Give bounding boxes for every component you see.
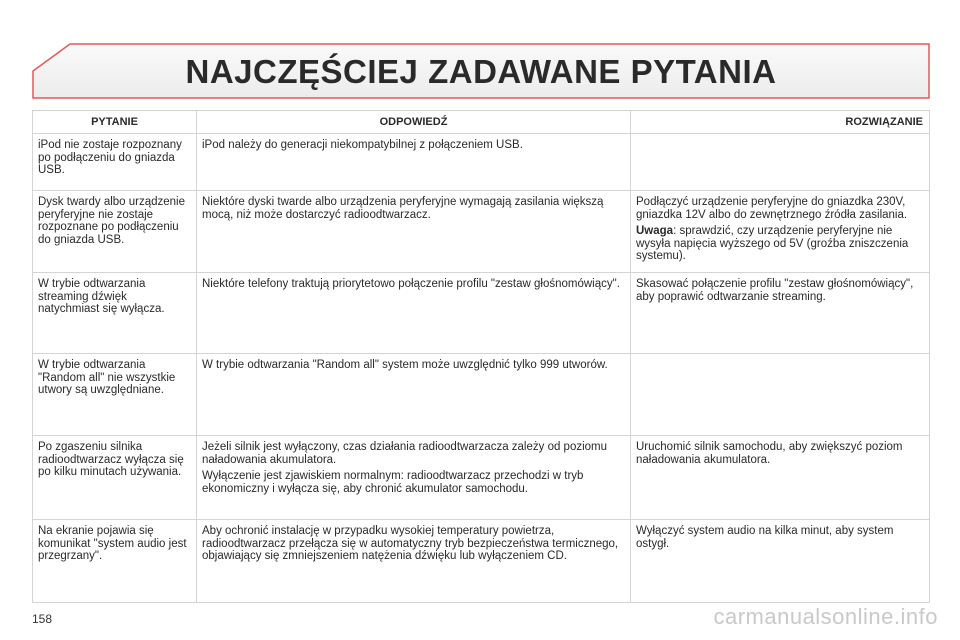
table-row <box>33 436 930 520</box>
answer-cell: Niektóre telefony traktują priorytetowo połączenie profilu "zestaw głośnomówiący". <box>197 273 631 354</box>
table-row <box>33 134 930 191</box>
table-header-row <box>33 111 930 134</box>
note-text: : sprawdzić, czy urządzenie peryferyjne nie wysyła napięcia wyższego od 5V (groźba zniszczenia systemu). <box>636 225 909 263</box>
question-cell: Dysk twardy albo urządzenie peryferyjne nie zostaje rozpoznane po podłączeniu do gniazda USB. <box>33 191 197 273</box>
table-row <box>33 273 930 354</box>
solution-cell <box>631 354 930 436</box>
table-row <box>33 354 930 436</box>
solution-cell <box>631 191 930 273</box>
solution-cell: Uruchomić silnik samochodu, aby zwiększyć poziom naładowania akumulatora. <box>631 436 930 520</box>
table-row <box>33 520 930 603</box>
column-header-answer: ODPOWIEDŹ <box>197 111 631 134</box>
solution-cell: Skasować połączenie profilu "zestaw głośnomówiący", aby poprawić odtwarzanie streaming. <box>631 273 930 354</box>
table-row <box>33 191 930 273</box>
answer-cell: iPod należy do generacji niekompatybilnej z połączeniem USB. <box>197 134 631 191</box>
answer-text-2: Wyłączenie jest zjawiskiem normalnym: radioodtwarzacz przechodzi w tryb ekonomiczny i wyłącza się, aby chronić akumulator samochodu. <box>202 470 584 495</box>
note-label: Uwaga <box>636 225 674 238</box>
page-title: NAJCZĘŚCIEJ ZADAWANE PYTANIA <box>185 53 777 90</box>
answer-cell: Aby ochronić instalację w przypadku wysokiej temperatury powietrza, radioodtwarzacz przełącza się w automatyczny tryb bezpieczeństwa termicznego, objawiający się zmniejszeniem natężenia dźwięku lub wyłączeniem CD. <box>197 520 631 603</box>
column-header-solution: ROZWIĄZANIE <box>631 111 930 134</box>
solution-cell <box>631 134 930 191</box>
question-cell: iPod nie zostaje rozpoznany po podłączeniu do gniazda USB. <box>33 134 197 191</box>
title-banner <box>32 43 930 99</box>
question-cell: W trybie odtwarzania "Random all" nie wszystkie utwory są uwzględniane. <box>33 354 197 436</box>
answer-text: Jeżeli silnik jest wyłączony, czas działania radioodtwarzacza zależy od poziomu naładowania akumulatora. <box>202 441 608 466</box>
answer-cell: W trybie odtwarzania "Random all" system może uwzględnić tylko 999 utworów. <box>197 354 631 436</box>
answer-cell <box>197 436 631 520</box>
solution-text: Podłączyć urządzenie peryferyjne do gniazdka 230V, gniazdka 12V albo do zewnętrznego źródła zasilania. <box>636 196 908 221</box>
page-number: 158 <box>32 612 53 626</box>
question-cell: Po zgaszeniu silnika radioodtwarzacz wyłącza się po kilku minutach używania. <box>33 436 197 520</box>
question-cell: Na ekranie pojawia się komunikat "system audio jest przegrzany". <box>33 520 197 603</box>
solution-cell: Wyłączyć system audio na kilka minut, aby system ostygł. <box>631 520 930 603</box>
question-cell: W trybie odtwarzania streaming dźwięk natychmiast się wyłącza. <box>33 273 197 354</box>
answer-cell: Niektóre dyski twarde albo urządzenia peryferyjne wymagają zasilania większą mocą, niż może dostarczyć radioodtwarzacz. <box>197 191 631 273</box>
column-header-question: PYTANIE <box>33 111 197 134</box>
solution-note <box>636 225 923 263</box>
faq-table <box>32 110 930 603</box>
watermark: carmanualsonline.info <box>713 604 938 629</box>
